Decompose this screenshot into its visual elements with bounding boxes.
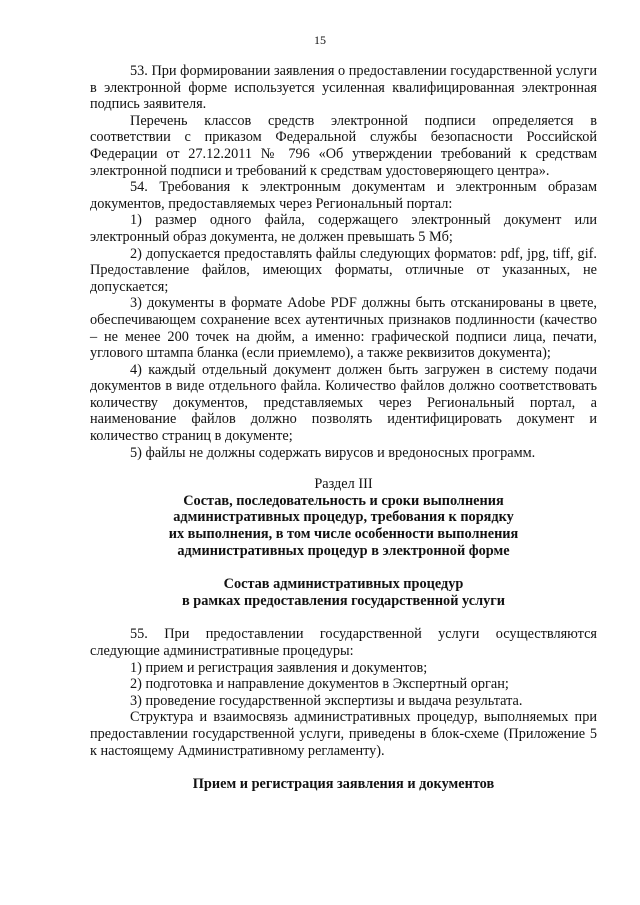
paragraph-procedure-structure: Структура и взаимосвязь административных процедур, выполняемых при предоставлении государственной услуги, приведены в блок-схеме (Приложение 5 к настоящему Административному регламенту). bbox=[90, 709, 597, 759]
final-heading: Прием и регистрация заявления и документов bbox=[192, 776, 495, 793]
requirement-item-3: 3) документы в формате Adobe PDF должны быть отсканированы в цвете, обеспечивающем сохранение всех аутентичных признаков подлинности (качество – не менее 200 точек на дюйм, а именно: графической подписи лица, печати, углового штампа бланка (если приемлемо), а также реквизитов документа); bbox=[90, 295, 597, 362]
paragraph-55: 55. При предоставлении государственной услуги осуществляются следующие административные процедуры: bbox=[90, 626, 597, 659]
section-title-line-4: административных процедур в электронной форме bbox=[177, 542, 510, 559]
paragraph-54: 54. Требования к электронным документам и электронным образам документов, предоставляемых через Региональный портал: bbox=[90, 179, 597, 212]
subsection-title-line-2: в рамках предоставления государственной услуги bbox=[182, 592, 505, 609]
requirement-item-2: 2) допускается предоставлять файлы следующих форматов: pdf, jpg, tiff, gif. Предоставление файлов, имеющих форматы, отличные от указанных, не допускается; bbox=[90, 245, 597, 295]
requirement-item-4: 4) каждый отдельный документ должен быть загружен в систему подачи документов в виде отдельного файла. Количество файлов должно соответствовать количеству документов, представляемых через Региональный портал, а наименование файлов должно позволять идентифицировать документ и количество страниц в документе; bbox=[90, 361, 597, 445]
section-title-line-3: их выполнения, в том числе особенности выполнения bbox=[168, 526, 519, 543]
page-number: 15 bbox=[314, 33, 326, 47]
procedure-item-2: 2) подготовка и направление документов в Экспертный орган; bbox=[130, 676, 509, 693]
spacer bbox=[90, 609, 597, 626]
subsection-title-line-1: Состав административных процедур bbox=[223, 576, 464, 593]
page-content bbox=[90, 63, 597, 793]
section-title-line-1: Состав, последовательность и сроки выполнения bbox=[183, 492, 504, 509]
procedure-item-1: 1) прием и регистрация заявления и документов; bbox=[130, 659, 428, 676]
section-title-line-2: административных процедур, требования к порядку bbox=[173, 509, 514, 526]
paragraph-53: 53. При формировании заявления о предоставлении государственной услуги в электронной форме используется усиленная квалифицированная электронная подпись заявителя. bbox=[90, 63, 597, 113]
requirement-item-5: 5) файлы не должны содержать вирусов и вредоносных программ. bbox=[130, 444, 536, 461]
paragraph-signature-classes: Перечень классов средств электронной подписи определяется в соответствии с приказом Федеральной службы безопасности Российской Федерации от 27.12.2011 № 796 «Об утверждении требований к средствам электронной подписи и требований к средствам удостоверяющего центра». bbox=[90, 112, 597, 179]
section-label: Раздел III bbox=[314, 476, 373, 493]
procedure-item-3: 3) проведение государственной экспертизы и выдача результата. bbox=[130, 692, 523, 709]
requirement-item-1: 1) размер одного файла, содержащего электронный документ или электронный образ документа, не должен превышать 5 Мб; bbox=[90, 212, 597, 245]
